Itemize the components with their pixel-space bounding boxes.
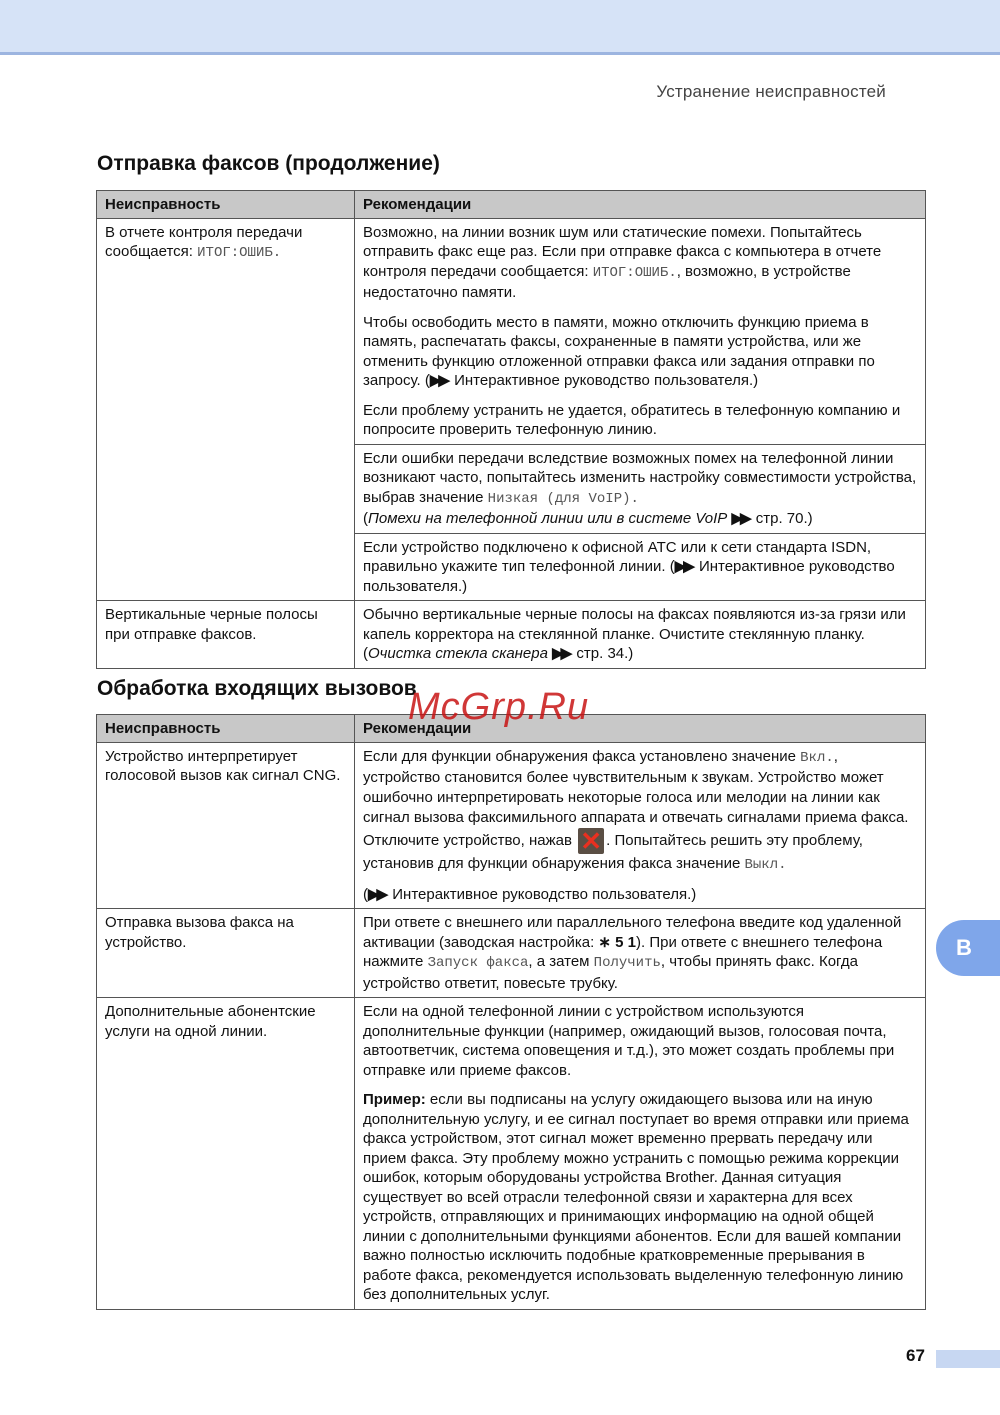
watermark: McGrp.Ru [408,686,590,728]
recommendation-text: Возможно, на линии возник шум или статические помехи. Попытайтесь отправить факс еще раз. Если при отправке факса с компьютера в отчете контроля передачи сообщается: [363,223,882,280]
table-row [97,998,926,1310]
appendix-tab: B [936,920,1000,976]
double-arrow-icon: ▶▶ [731,510,749,527]
recommendation-cell [355,909,926,998]
recommendation-text: , возможно, в устройстве недостаточно памяти. [363,262,851,301]
recommendation-text: Если для функции обнаружения факса установлено значение [363,747,801,765]
recommendation-cell [355,742,926,909]
recommendation-paragraph [363,885,917,905]
recommendation-paragraph [363,747,917,875]
double-arrow-icon: ▶▶ [674,558,692,575]
button-name: Запуск факса [427,955,529,971]
column-header-recommendation: Рекомендации [355,191,926,219]
recommendation-text: , устройство становится более чувствительным к звукам. Устройство может ошибочно интерпретировать некоторые голоса или мелодии на линии как сигнал вызова факсимильного аппарата и отвечать сигналами приема факса. Отключите устройство, нажав [363,747,909,849]
top-band [0,0,1000,55]
reference-link[interactable]: Помехи на телефонной линии или в системе VoIP [368,510,728,527]
double-arrow-icon: ▶▶ [552,645,570,662]
x-button-icon: ✕ [578,828,604,854]
table-row [97,909,926,998]
problem-cell: Дополнительные абонентские услуги на одной линии. [97,998,355,1310]
recommendation-text: При ответе с внешнего или параллельного телефона введите код удаленной активации (заводская настройка: [363,914,902,951]
recommendation-text: , а затем [528,953,594,970]
reference-link[interactable]: Очистка стекла сканера [368,645,548,662]
running-head: Устранение неисправностей [656,82,886,101]
page-reference: стр. 70.) [755,510,813,527]
column-header-problem: Неисправность [97,715,355,743]
reference-link[interactable]: Интерактивное руководство пользователя.) [454,372,759,389]
error-code: ИТОГ:ОШИБ. [197,245,282,261]
paren: ( [363,645,368,662]
column-header-recommendation: Рекомендации [355,715,926,743]
recommendation-cell [355,533,926,601]
error-code: ИТОГ:ОШИБ. [592,264,677,281]
table-row [97,742,926,909]
recommendation-paragraph: Если на одной телефонной линии с устройством используются дополнительные функции (например, ожидающий вызов, голосовая почта, автоответчик, система оповещения и т.д.), это может создать проблемы при отправке или приеме факсов. [363,1003,895,1079]
recommendation-paragraph [363,223,917,303]
example-label: Пример: [363,1091,426,1108]
activation-code: ∗ 5 1 [598,933,637,951]
section-title-sending: Отправка факсов (продолжение) [97,152,440,175]
recommendation-paragraph [363,1090,917,1305]
recommendation-text: . Попытайтесь решить эту проблему, установив для функции обнаружения факса значение [363,831,863,872]
recommendation-text: если вы подписаны на услугу ожидающего вызова или на иную дополнительную услугу, и ее сигнал поступает во время отправки или приема факса устройством, этот сигнал может временно прервать передачу или прием факса. Эту проблему можно устранить с помощью режима коррекции ошибок, которым оборудованы устройства Brother. Данная ситуация существует во всей отрасли телефонной связи и характерна для всех устройств, отправляющих и принимающих информацию на одной общей линии с дополнительными функциями абонентов. Если для вашей компании важно полностью исключить подобные кратковременные прерывания в работе факса, рекомендуется использовать выделенную телефонную линию без дополнительных услуг. [363,1091,909,1303]
troubleshooting-table-sending [96,190,926,669]
recommendation-text: , чтобы принять факс. Когда устройство ответит, повесьте трубку. [363,953,858,992]
problem-cell: Устройство интерпретирует голосовой вызов как сигнал CNG. [97,742,355,909]
setting-value: Низкая (для VoIP). [487,490,639,507]
button-name: Получить [593,955,661,971]
recommendation-paragraph: Если проблему устранить не удается, обратитесь в телефонную компанию и попросите проверить телефонную линию. [363,401,901,438]
setting-value: Вкл. [800,749,834,766]
recommendation-text: Если ошибки передачи вследствие возможных помех на телефонной линии возникают часто, попытайтесь изменить настройку совместимости устройства, выбрав значение [363,449,917,506]
double-arrow-icon: ▶▶ [429,372,447,389]
reference-link[interactable]: Интерактивное руководство пользователя.) [392,885,697,903]
recommendation-paragraph [363,313,917,391]
recommendation-text: Если устройство подключено к офисной АТС или к сети стандарта ISDN, правильно укажите тип телефонной линии. ( [363,538,872,575]
recommendation-cell [355,601,926,669]
problem-cell: Отправка вызова факса на устройство. [97,909,355,998]
table-row [97,601,926,669]
reference-link[interactable]: Интерактивное руководство пользователя.) [363,558,895,595]
column-header-problem: Неисправность [97,191,355,219]
recommendation-text: ). При ответе с внешнего телефона нажмите [363,933,883,970]
section-title-incoming: Обработка входящих вызовов [97,677,417,700]
troubleshooting-table-incoming [96,714,926,1310]
problem-text: В отчете контроля передачи сообщается: [105,223,303,260]
table-row [97,218,926,444]
table-header-row [97,191,926,219]
setting-value: Выкл. [744,856,787,873]
recommendation-text: Чтобы освободить место в памяти, можно отключить функцию приема в память, распечатать факсы, сохраненные в памяти устройства, или же отменить функцию отложенной отправки факса или задания отправки по запросу. ( [363,313,875,389]
recommendation-cell [355,218,926,444]
problem-cell [97,218,355,601]
double-arrow-icon: ▶▶ [368,885,386,903]
recommendation-text: Обычно вертикальные черные полосы на факсах появляются из-за грязи или капель корректора на стеклянной планке. Очистите стеклянную планку. [363,606,906,643]
recommendation-cell [355,998,926,1310]
page-number: 67 [906,1346,925,1365]
page-band [936,1350,1000,1368]
problem-cell: Вертикальные черные полосы при отправке факсов. [97,601,355,669]
page-reference: стр. 34.) [576,645,634,662]
paren: ( [363,510,368,527]
recommendation-cell [355,444,926,533]
paren: ( [363,885,368,903]
